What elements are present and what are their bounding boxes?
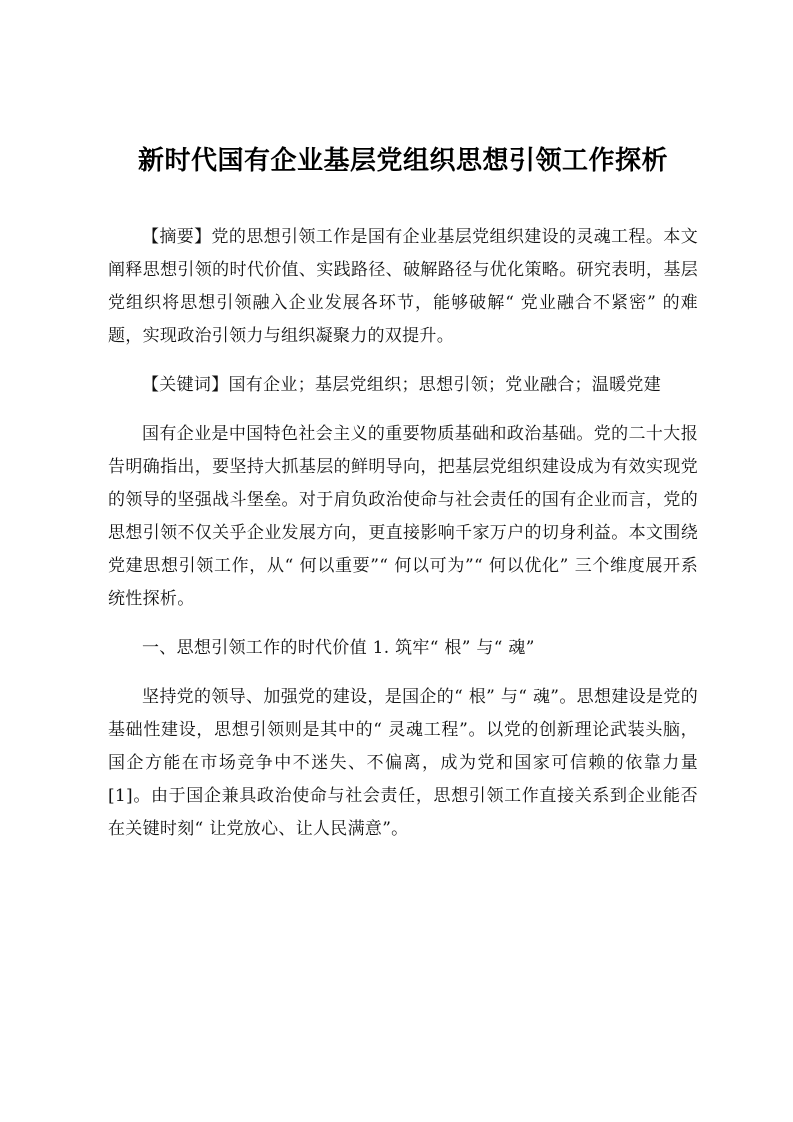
section-heading: 一、思想引领工作的时代价值 1. 筑牢“ 根” 与“ 魂” xyxy=(142,638,535,658)
section-paragraph: 坚持党的领导、加强党的建设，是国企的“ 根” 与“ 魂”。思想建设是党的基础性建设，思想引领则是其中的“ 灵魂工程”。以党的创新理论武装头脑，国企方能在市场竞争中不迷失、不偏离，成为党和国家可信赖的依靠力量[1]。由于国企兼具政治使命与社会责任，思想引领工作直接关系到企业能否在关键时刻“ 让党放心、让人民满意”。 xyxy=(108,687,698,839)
document-body xyxy=(108,221,698,846)
keywords-paragraph: 【关键词】国有企业；基层党组织；思想引领；党业融合；温暖党建 xyxy=(142,375,661,395)
document-title: 新时代国有企业基层党组织思想引领工作探析 xyxy=(137,146,668,176)
intro-paragraph: 国有企业是中国特色社会主义的重要物质基础和政治基础。党的二十大报告明确指出，要坚持大抓基层的鲜明导向，把基层党组织建设成为有效实现党的领导的坚强战斗堡垒。对于肩负政治使命与社会责任的国有企业而言，党的思想引领不仅关乎企业发展方向，更直接影响千家万户的切身利益。本文围绕党建思想引领工作，从“ 何以重要”“ 何以可为”“ 何以优化” 三个维度展开系统性探析。 xyxy=(108,424,698,609)
abstract-paragraph: 【摘要】党的思想引领工作是国有企业基层党组织建设的灵魂工程。本文阐释思想引领的时代价值、实践路径、破解路径与优化策略。研究表明，基层党组织将思想引领融入企业发展各环节，能够破解“ 党业融合不紧密” 的难题，实现政治引领力与组织凝聚力的双提升。 xyxy=(108,227,698,346)
